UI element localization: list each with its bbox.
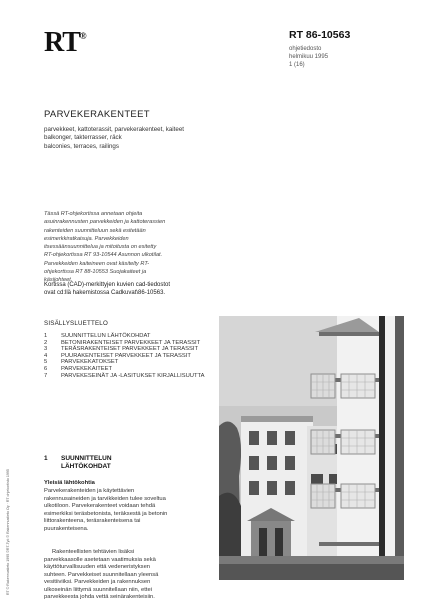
document-meta xyxy=(289,45,328,69)
toc-item-label: PARVEKEKAITEET xyxy=(61,365,113,372)
toc-item[interactable] xyxy=(44,346,214,353)
building-balconies-photo xyxy=(219,316,404,580)
cad-note: Kortissa (CAD)-merkittyjen kuvien cad-tiedostot ovat cd:llä hakemistossa Cadkuvat\86-10563. xyxy=(44,282,171,296)
toc-item-number: 2 xyxy=(44,339,48,346)
section-subheading: Yleisiä lähtökohtia xyxy=(44,480,95,486)
toc-item[interactable] xyxy=(44,333,214,340)
toc-item[interactable] xyxy=(44,359,214,366)
page-title: PARVEKERAKENTEET xyxy=(44,109,150,120)
toc-item[interactable] xyxy=(44,366,214,373)
toc-item-label: TERÄSRAKENTEISET PARVEKKEET JA TERASSIT xyxy=(61,346,199,353)
side-copyright: RT © Rakennustieto 1995 ©RT-Työ © Rakennustieto Oy · RT ohjekortisto 1995 xyxy=(6,469,10,595)
keyword-line-en: balconies, terraces, railings xyxy=(44,142,119,150)
toc-item-label: PARVEKEKATOKSET xyxy=(61,359,119,366)
intro-paragraph: Tässä RT-ohjekortissa annetaan ohjeita asuinrakennusten parvekkeiden ja kattoterassien rakenteiden suunnitteluun sekä esitetään esimerkkiratkaisuja. Parvekkeiden itsessäänsuunnittelua ja mitoitusta on esitetty RT-ohjekortissa RT 93-10544 Asunnon ulkotilat. Parvekkeiden kaiteineen ovat käsitelty RT-ohjekortissa RT 88-10553 Suojakaiteet ja käsijohteet. xyxy=(44,211,166,284)
toc-item-label: SUUNNITTELUN LÄHTÖKOHDAT xyxy=(61,333,151,339)
meta-line: 1 (16) xyxy=(289,62,305,68)
toc-item-number: 7 xyxy=(44,372,48,379)
keywords xyxy=(44,126,194,151)
photo-illustration xyxy=(219,316,404,580)
section-title: SUUNNITTELUN LÄHTÖKOHDAT xyxy=(61,455,112,470)
toc-item-label: PARVEKESEINÄT JA -LASITUKSET KIRJALLISUUTTA xyxy=(61,372,205,379)
toc-item-label: BETONIRAKENTEISET PARVEKKEET JA TERASSIT xyxy=(61,339,201,346)
toc-heading: SISÄLLYSLUETTELO xyxy=(44,320,108,327)
meta-line: helmikuu 1995 xyxy=(289,54,329,60)
meta-line: ohjetiedosto xyxy=(289,46,322,52)
rt-logo: RT® xyxy=(44,27,86,58)
keyword-line-fi: parvekkeet, kattoterassit, parvekerakenteet, kaiteet xyxy=(44,126,184,133)
section-number: 1 xyxy=(44,455,48,462)
toc-item[interactable] xyxy=(44,373,214,380)
body-paragraph: Rakenteellisten tehtävien lisäksi parvekkaasolle asetetaan vaatimuksia sekä käyttöturvallisuuden että vedeneristyksen suhteen. Parvekkeiset suunnitellaan yleensä vesitiiviiksi. Parvekkeiden ja rakennuksen ulkoseinän liittymä suunnitellaan niin, ettei parvekkeesta johda vettä seinärakenteisiin. xyxy=(44,549,159,600)
toc-item-number: 1 xyxy=(44,333,48,339)
toc-item-number: 4 xyxy=(44,352,48,359)
toc-item-number: 5 xyxy=(44,359,48,366)
toc-item-number: 6 xyxy=(44,365,48,372)
toc-item-label: PUURAKENTEISET PARVEKKEET JA TERASSIT xyxy=(61,352,191,359)
body-paragraph: Parvekerakenteiden ja käytettävien rakennusaineiden ja tarvikkeiden tulee soveltua ulkotiloon. Parvekerakenteet voidaan tehdä esimerkiksi teräsbetonista, teräksestä ja betonin liittorakenteena, teräsrakenteisena tai puurakenteisena. xyxy=(44,488,168,532)
toc-item-number: 3 xyxy=(44,346,48,353)
toc-item[interactable] xyxy=(44,353,214,360)
keyword-line-sv: balkonger, takterrasser, räck xyxy=(44,134,122,142)
document-number: RT 86-10563 xyxy=(289,29,351,41)
table-of-contents xyxy=(44,333,214,379)
